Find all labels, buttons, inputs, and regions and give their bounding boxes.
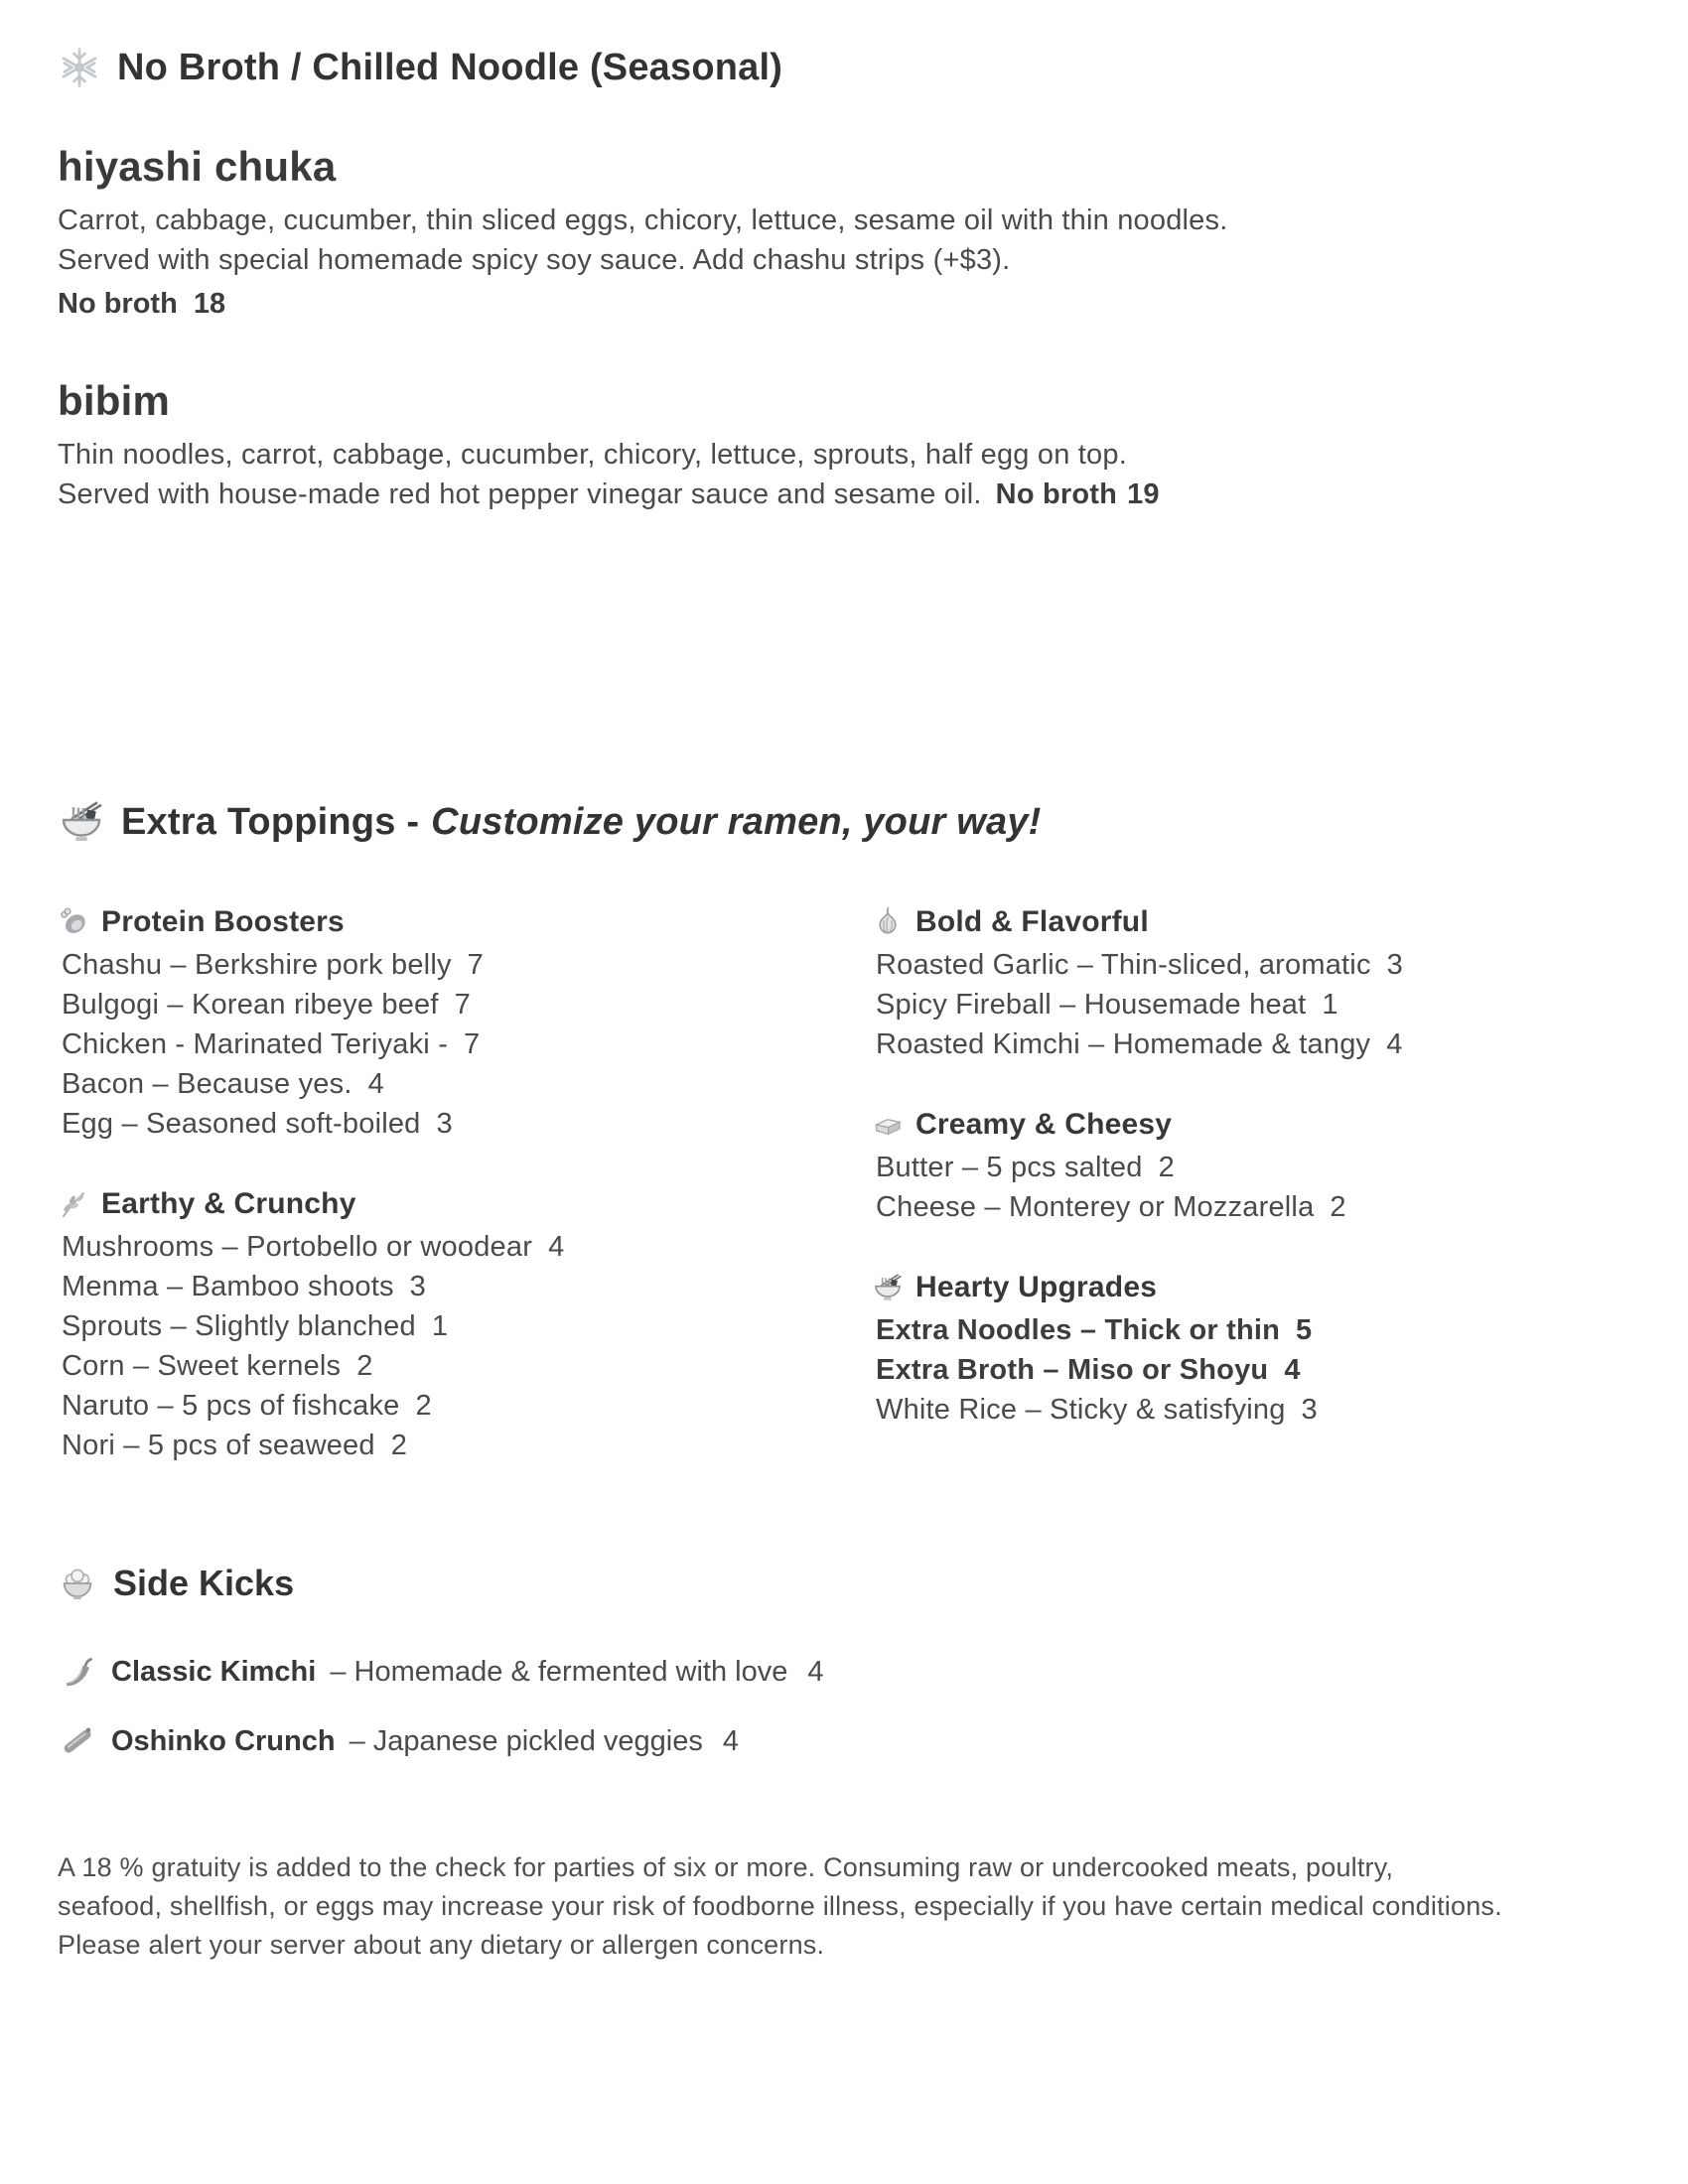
toppings-section-title: [121, 801, 1042, 844]
topping-item: [872, 1310, 1648, 1350]
topping-price: 1: [431, 1310, 449, 1342]
item-description-line: [58, 475, 1648, 514]
disclaimer-line: seafood, shellfish, or eggs may increase your risk of foodborne illness, especially if you have certain medical conditions.: [58, 1891, 1502, 1921]
topping-price: 7: [454, 989, 471, 1021]
group-header: [872, 1271, 1648, 1304]
side-kick-description: – Japanese pickled veggies: [349, 1725, 703, 1757]
topping-text: Nori – 5 pcs of seaweed: [62, 1430, 375, 1461]
topping-item: [58, 1024, 872, 1064]
garlic-icon: [872, 906, 904, 938]
disclaimer-line: A 18 % gratuity is added to the check for parties of six or more. Consuming raw or undercooked meats, poultry,: [58, 1852, 1394, 1882]
topping-item: [58, 945, 872, 985]
topping-text: Butter – 5 pcs salted: [876, 1152, 1143, 1183]
topping-price: 3: [436, 1108, 453, 1140]
topping-item: [58, 985, 872, 1024]
item-name: hiyashi chuka: [58, 143, 337, 190]
topping-item: [872, 1024, 1648, 1064]
group-title: Creamy & Cheesy: [915, 1108, 1173, 1141]
topping-price: 4: [367, 1068, 384, 1100]
price-label: No broth: [995, 478, 1118, 510]
snowflake-icon: [58, 46, 101, 89]
item-name: bibim: [58, 377, 170, 424]
topping-item: [872, 1187, 1648, 1227]
topping-price: 7: [464, 1028, 481, 1060]
topping-price: 2: [1330, 1191, 1346, 1223]
toppings-left-column: [58, 905, 872, 1465]
cucumber-icon: [58, 1721, 97, 1761]
topping-item: [872, 1390, 1648, 1430]
side-kicks-title: Side Kicks: [113, 1563, 295, 1603]
item-description-line: Thin noodles, carrot, cabbage, cucumber, chicory, lettuce, sprouts, half egg on top.: [58, 439, 1127, 471]
rice-bowl-icon: [58, 1564, 97, 1603]
meat-icon: [58, 906, 89, 938]
topping-text: Extra Broth – Miso or Shoyu: [876, 1354, 1269, 1386]
toppings-group-bold-flavorful: [872, 905, 1648, 1064]
topping-price: 4: [1386, 1028, 1403, 1060]
group-title: Bold & Flavorful: [915, 905, 1149, 938]
toppings-title-text: Extra Toppings -: [121, 800, 420, 843]
topping-price: 1: [1322, 989, 1338, 1021]
topping-text: Extra Noodles – Thick or thin: [876, 1314, 1281, 1346]
side-kick-description: – Homemade & fermented with love: [330, 1656, 788, 1688]
gratuity-disclaimer: [58, 1848, 1648, 1965]
item-description-line: Served with special homemade spicy soy sauce. Add chashu strips (+$3).: [58, 244, 1011, 276]
topping-item: [58, 1306, 872, 1346]
topping-text: Roasted Garlic – Thin-sliced, aromatic: [876, 949, 1371, 981]
ramen-bowl-icon: [58, 798, 105, 846]
toppings-columns: [58, 905, 1648, 1465]
herb-icon: [58, 1188, 89, 1220]
group-header: [58, 1187, 872, 1221]
topping-price: 4: [1284, 1354, 1301, 1386]
topping-price: 7: [467, 949, 484, 981]
menu-item-bibim: [58, 377, 1648, 514]
topping-item: [58, 1227, 872, 1267]
topping-text: Chashu – Berkshire pork belly: [62, 949, 452, 981]
group-header: [58, 905, 872, 939]
item-price: 19: [1127, 478, 1160, 510]
item-price: 18: [193, 288, 226, 320]
topping-item: [872, 945, 1648, 985]
topping-text: Corn – Sweet kernels: [62, 1350, 342, 1382]
group-title: Protein Boosters: [101, 905, 345, 938]
topping-item: [872, 1148, 1648, 1187]
topping-item: [58, 1346, 872, 1386]
toppings-group-creamy-cheesy: [872, 1108, 1648, 1227]
topping-price: 5: [1296, 1314, 1313, 1346]
side-kick-item-classic-kimchi: [58, 1652, 1648, 1692]
topping-item: [58, 1386, 872, 1426]
side-kick-price: 4: [722, 1725, 740, 1757]
chilled-section-header: [58, 46, 1648, 89]
topping-price: 2: [415, 1390, 432, 1422]
side-kicks-section-header: [58, 1563, 1648, 1604]
topping-price: 3: [1386, 949, 1403, 981]
topping-price: 4: [548, 1231, 565, 1263]
item-description-text: Served with house-made red hot pepper vinegar sauce and sesame oil.: [58, 478, 982, 510]
topping-item: [58, 1104, 872, 1144]
item-price-line: [58, 284, 1648, 324]
toppings-group-hearty-upgrades: [872, 1271, 1648, 1430]
butter-icon: [872, 1109, 904, 1141]
topping-text: Egg – Seasoned soft-boiled: [62, 1108, 421, 1140]
toppings-section-header: [58, 798, 1648, 846]
topping-price: 2: [356, 1350, 373, 1382]
topping-item: [872, 985, 1648, 1024]
menu-item-hiyashi-chuka: [58, 143, 1648, 324]
side-kick-name: Oshinko Crunch: [111, 1725, 336, 1757]
toppings-right-column: [872, 905, 1648, 1465]
topping-text: Bulgogi – Korean ribeye beef: [62, 989, 439, 1021]
side-kick-item-oshinko-crunch: [58, 1721, 1648, 1761]
group-title: Earthy & Crunchy: [101, 1187, 356, 1220]
side-kick-name: Classic Kimchi: [111, 1656, 317, 1688]
group-header: [872, 1108, 1648, 1142]
topping-text: Sprouts – Slightly blanched: [62, 1310, 416, 1342]
topping-item: [58, 1267, 872, 1306]
topping-text: Cheese – Monterey or Mozzarella: [876, 1191, 1315, 1223]
topping-price: 3: [1301, 1394, 1318, 1426]
disclaimer-line: Please alert your server about any dietary or allergen concerns.: [58, 1930, 825, 1960]
topping-text: Roasted Kimchi – Homemade & tangy: [876, 1028, 1371, 1060]
topping-item: [58, 1426, 872, 1465]
topping-price: 2: [390, 1430, 408, 1461]
chilled-section-title: No Broth / Chilled Noodle (Seasonal): [117, 46, 783, 88]
topping-text: Menma – Bamboo shoots: [62, 1271, 394, 1302]
item-description-line: Carrot, cabbage, cucumber, thin sliced eggs, chicory, lettuce, sesame oil with thin noodles.: [58, 205, 1228, 236]
topping-text: Bacon – Because yes.: [62, 1068, 352, 1100]
topping-item: [58, 1064, 872, 1104]
toppings-group-earthy-crunchy: [58, 1187, 872, 1465]
topping-item: [872, 1350, 1648, 1390]
topping-price: 2: [1158, 1152, 1175, 1183]
topping-text: Mushrooms – Portobello or woodear: [62, 1231, 533, 1263]
topping-text: Spicy Fireball – Housemade heat: [876, 989, 1307, 1021]
group-header: [872, 905, 1648, 939]
toppings-tagline: Customize your ramen, your way!: [431, 800, 1042, 843]
topping-text: White Rice – Sticky & satisfying: [876, 1394, 1286, 1426]
ramen-bowl-icon: [872, 1272, 904, 1303]
chili-pepper-icon: [58, 1652, 97, 1692]
topping-text: Naruto – 5 pcs of fishcake: [62, 1390, 400, 1422]
topping-price: 3: [409, 1271, 426, 1302]
topping-text: Chicken - Marinated Teriyaki -: [62, 1028, 449, 1060]
side-kick-price: 4: [807, 1656, 824, 1688]
toppings-group-protein-boosters: [58, 905, 872, 1144]
group-title: Hearty Upgrades: [915, 1271, 1158, 1303]
price-label: No broth: [58, 288, 178, 320]
